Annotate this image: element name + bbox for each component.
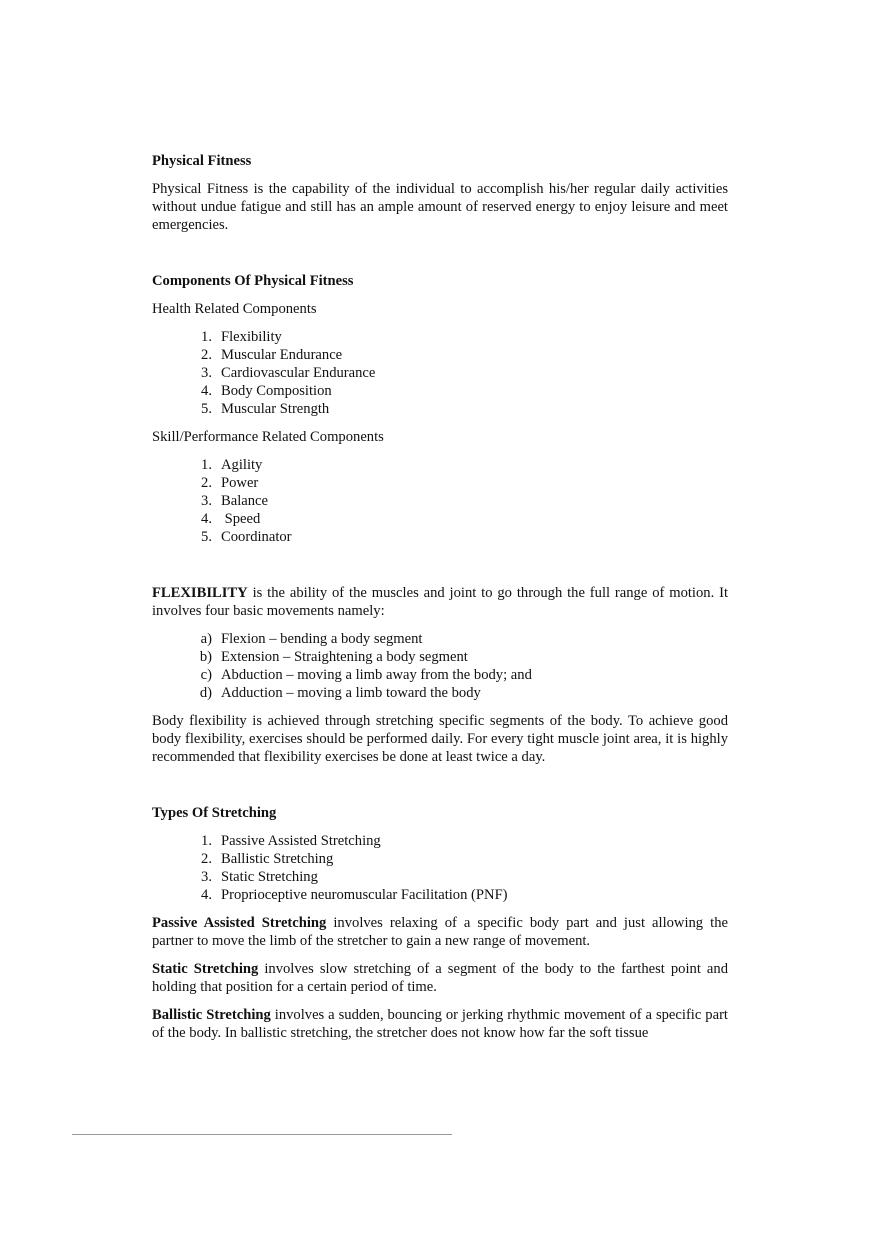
list-item: 3. Balance xyxy=(201,493,268,509)
list-item: 4. Body Composition xyxy=(201,383,332,399)
list-item: 1. Agility xyxy=(201,457,263,473)
list-item: c) Abduction – moving a limb away from the body; and xyxy=(200,667,532,683)
physical-fitness-definition: Physical Fitness is the capability of the individual to accomplish his/her regular daily activities without undue fatigue and still has an ample amount of reserved energy to enjoy leisure and meet emergencies. xyxy=(152,181,728,233)
health-components-label: Health Related Components xyxy=(152,301,317,317)
list-item: 4. Proprioceptive neuromuscular Facilitation (PNF) xyxy=(201,887,508,903)
list-item: a) Flexion – bending a body segment xyxy=(200,631,423,647)
stretching-types-list xyxy=(152,832,728,904)
list-item: 5. Coordinator xyxy=(201,529,292,545)
list-item: 3. Static Stretching xyxy=(201,869,318,885)
flexibility-intro: FLEXIBILITY is the ability of the muscles and joint to go through the full range of motion. It involves four basic movements namely: xyxy=(152,585,728,619)
footnote-separator xyxy=(72,1134,452,1135)
passive-stretching-term: Passive Assisted Stretching xyxy=(152,915,327,931)
list-item: 4. Speed xyxy=(201,511,261,527)
ballistic-stretching-paragraph: Ballistic Stretching involves a sudden, bouncing or jerking rhythmic movement of a specific part of the body. In ballistic stretching, the stretcher does not know how far the soft tissue xyxy=(152,1007,728,1041)
list-item: 2. Muscular Endurance xyxy=(201,347,343,363)
passive-stretching-paragraph: Passive Assisted Stretching involves relaxing of a specific body part and just allowing the partner to move the limb of the stretcher to gain a new range of movement. xyxy=(152,915,728,949)
list-item: d) Adduction – moving a limb toward the body xyxy=(199,685,481,701)
skill-components-label: Skill/Performance Related Components xyxy=(152,429,384,445)
ballistic-stretching-term: Ballistic Stretching xyxy=(152,1007,271,1023)
list-item: 2. Power xyxy=(201,475,259,491)
skill-components-list xyxy=(152,456,728,546)
section-title-components: Components Of Physical Fitness xyxy=(152,273,354,289)
document-page xyxy=(152,152,728,1042)
flexibility-movements-list xyxy=(152,630,728,702)
section-title-stretching: Types Of Stretching xyxy=(152,805,277,821)
list-item: 3. Cardiovascular Endurance xyxy=(201,365,376,381)
static-stretching-term: Static Stretching xyxy=(152,961,259,977)
list-item: 5. Muscular Strength xyxy=(201,401,330,417)
list-item: 2. Ballistic Stretching xyxy=(201,851,334,867)
health-components-list xyxy=(152,328,728,418)
section-title-physical-fitness: Physical Fitness xyxy=(152,153,252,169)
list-item: 1. Flexibility xyxy=(201,329,282,345)
static-stretching-paragraph: Static Stretching involves slow stretching of a segment of the body to the farthest point and holding that position for a certain period of time. xyxy=(152,961,729,995)
list-item: b) Extension – Straightening a body segment xyxy=(199,649,468,665)
flexibility-term: FLEXIBILITY xyxy=(152,585,248,601)
flexibility-body: Body flexibility is achieved through stretching specific segments of the body. To achieve good body flexibility, exercises should be performed daily. For every tight muscle joint area, it is highly recommended that flexibility exercises be done at least twice a day. xyxy=(152,713,728,765)
list-item: 1. Passive Assisted Stretching xyxy=(201,833,381,849)
